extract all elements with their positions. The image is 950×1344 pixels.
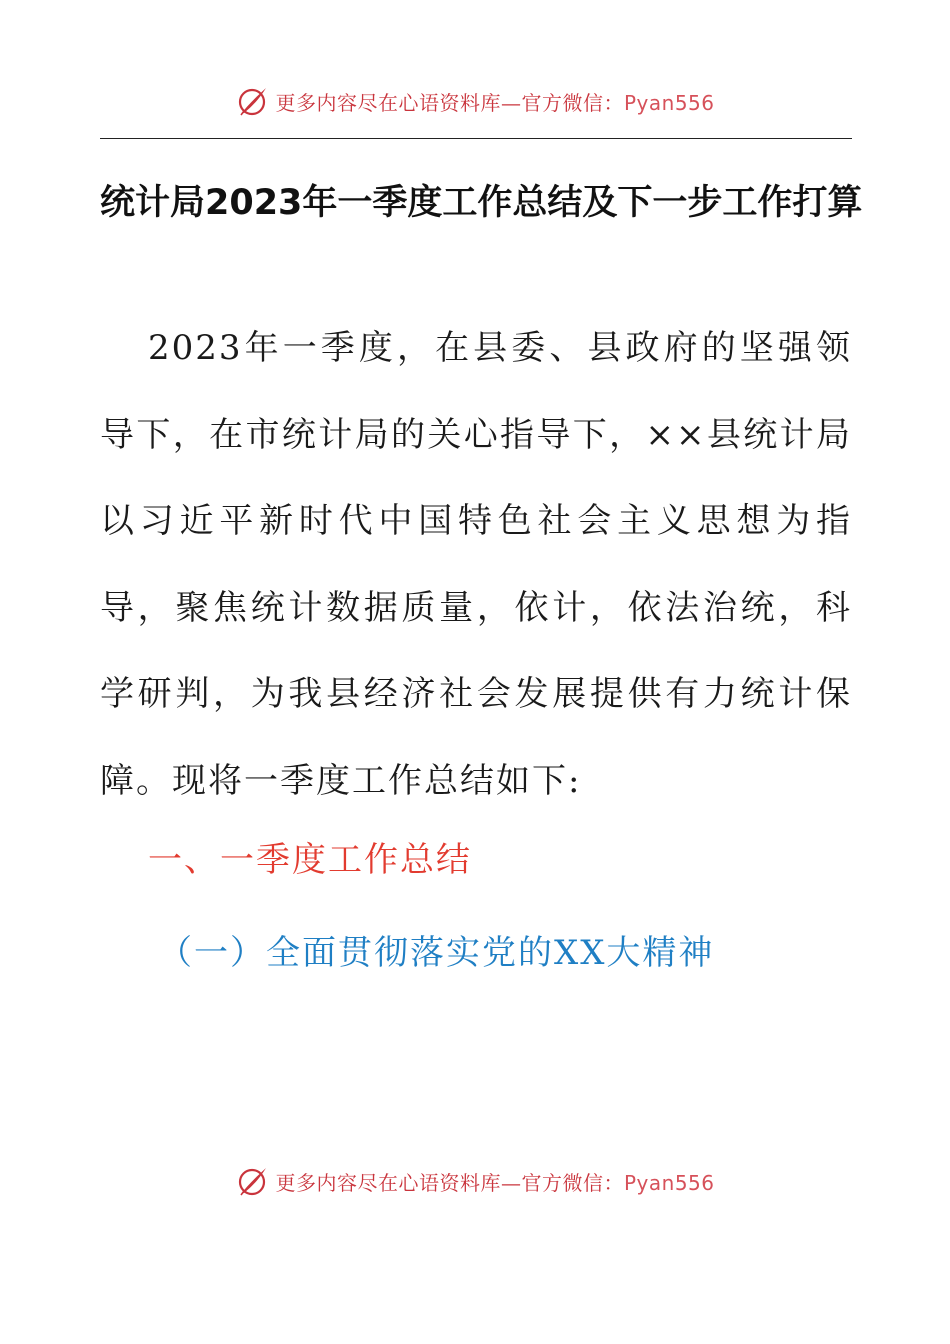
header-divider [100,138,852,139]
watermark-text: 更多内容尽在心语资料库—官方微信：Pyan556 [275,90,715,115]
watermark-text: 更多内容尽在心语资料库—官方微信：Pyan556 [275,1170,715,1195]
sub-heading: （一）全面贯彻落实党的XX大精神 [158,933,715,973]
header-watermark [0,84,950,118]
watermark-wechat-id: Pyan556 [623,90,715,115]
intro-paragraph: 2023年一季度，在县委、县政府的坚强领导下，在市统计局的关心指导下，××县统计局以习近平新时代中国特色社会主义思想为指导，聚焦统计数据质量，依计，依法治统，科学研判，为我县经济社会发展提供有力统计保障。现将一季度工作总结如下: [100,328,852,801]
quill-logo-icon [235,1164,269,1198]
quill-logo-icon [235,84,269,118]
footer-watermark [0,1164,950,1198]
watermark-wechat-id: Pyan556 [623,1170,715,1195]
section-heading: 一、一季度工作总结 [148,840,472,880]
document-title: 统计局2023年一季度工作总结及下一步工作打算 [100,183,863,223]
